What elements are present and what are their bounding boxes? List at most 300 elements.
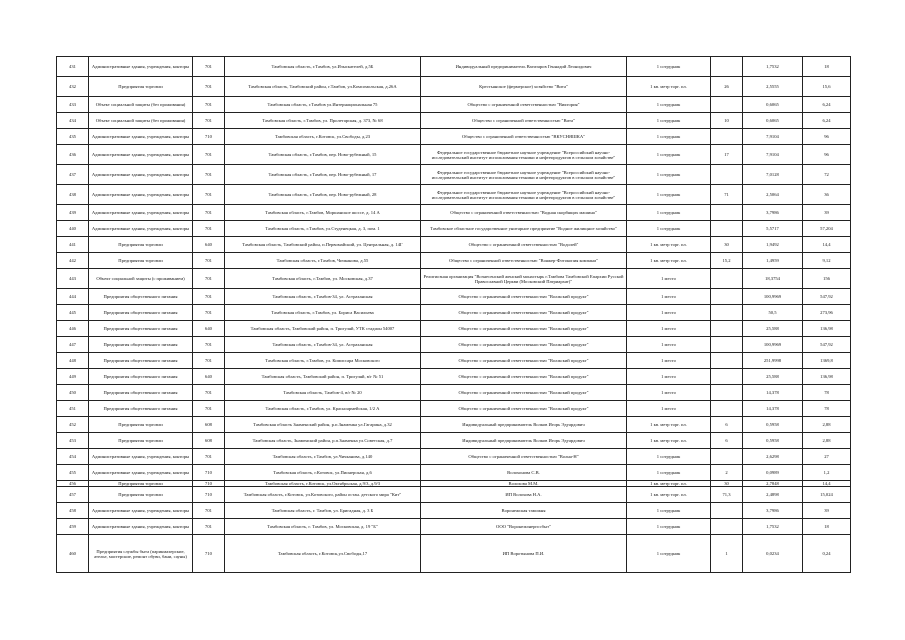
object-type-cell: Предприятия общественного питания [89,305,193,321]
organization-cell: Индивидуальный предприниматель Вагизаров Геннадий Леонидович [421,57,627,77]
object-type-cell: Административные здания, учреждения, конторы [89,465,193,481]
unit-measure-cell: 1 сотрудник [627,503,711,519]
row-number-cell: 435 [57,129,89,145]
norm-value-cell: 25,588 [743,321,803,337]
row-number-cell: 440 [57,221,89,237]
area-value-cell [711,369,743,385]
table-row [57,449,851,465]
organization-cell: Общество с ограниченной ответственностью "Волжский продукт" [421,289,627,305]
address-cell: Тамбовская область, г.Тамбов, ул.Изыскателей, д.5Б [225,57,421,77]
address-cell: Тамбовская область Знаменский район, р.п.Знаменка ул.Гагарина, д.32 [225,417,421,433]
unit-measure-cell: 1 сотрудник [627,57,711,77]
unit-measure-cell: 1 сотрудник [627,535,711,573]
row-number-cell: 459 [57,519,89,535]
organization-cell: Общество с ограниченной ответственностью "Виктория" [421,97,627,113]
address-cell: Тамбовская область, г. Тамбов, ул. Московская, д. 19 "Б" [225,519,421,535]
norm-value-cell: 100,9969 [743,289,803,305]
object-type-cell: Объект социальной защиты (с проживанием) [89,269,193,289]
area-value-cell [711,385,743,401]
table-row [57,269,851,289]
object-type-cell: Объект социальной защиты (без проживания) [89,113,193,129]
unit-measure-cell: 1 место [627,369,711,385]
volume-value-cell: 39 [803,205,851,221]
row-number-cell: 450 [57,385,89,401]
organization-cell: Религиозная организация "Вознесенский женский монастырь г.Тамбова Тамбовской Епархии Русской Православной Церкви (Московский Патриархат)" [421,269,627,289]
norm-value-cell: 0,6065 [743,97,803,113]
row-number-cell: 443 [57,269,89,289]
area-value-cell [711,353,743,369]
table-body [57,57,851,573]
table-row [57,221,851,237]
district-code-cell: 701 [193,353,225,369]
object-type-cell: Предприятия общественного питания [89,401,193,417]
address-cell: Тамбовская область, г.Котовск,ул.Свободы,17 [225,535,421,573]
unit-measure-cell: 1 место [627,269,711,289]
address-cell: Тамбовская область, Тамбовский район, п.Первомайский, ул. Центральная, д. 14Г [225,237,421,253]
area-value-cell [711,337,743,353]
district-code-cell: 701 [193,253,225,269]
table-row [57,503,851,519]
area-value-cell: 71,3 [711,487,743,503]
area-value-cell [711,289,743,305]
address-cell: Тамбовская область, г.Тамбов, пер. Ново-рубежный, 15 [225,145,421,165]
table-row [57,205,851,221]
norm-value-cell: 1,9492 [743,237,803,253]
unit-measure-cell: 1 кв. метр торг. пл. [627,237,711,253]
unit-measure-cell: 1 место [627,401,711,417]
district-code-cell: 710 [193,129,225,145]
table-row [57,97,851,113]
norm-value-cell: 0,6065 [743,113,803,129]
organization-cell: Общество с ограниченной ответственностью "Волна-Н" [421,449,627,465]
district-code-cell: 701 [193,503,225,519]
volume-value-cell: 39 [803,503,851,519]
norm-value-cell: 3,7986 [743,503,803,519]
district-code-cell: 701 [193,185,225,205]
object-type-cell: Предприятия торговли [89,433,193,449]
district-code-cell: 701 [193,449,225,465]
norm-value-cell: 2,5064 [743,185,803,205]
norm-value-cell: 1,7532 [743,519,803,535]
norm-value-cell: 1,7532 [743,57,803,77]
row-number-cell: 438 [57,185,89,205]
address-cell: Тамбовская область, Тамбовский район, п. Тригуляй, УТК стадион 54007 [225,321,421,337]
row-number-cell: 455 [57,465,89,481]
table-row [57,129,851,145]
district-code-cell: 701 [193,269,225,289]
area-value-cell: 30 [711,481,743,487]
area-value-cell [711,503,743,519]
organization-cell: Волохонова С.В. [421,465,627,481]
address-cell: Тамбовская область, Тамбовский район, г.Тамбов, ул.Комсомольская, д.26А [225,77,421,97]
table-row [57,289,851,305]
unit-measure-cell: 1 кв. метр торг. пл. [627,77,711,97]
area-value-cell: 26 [711,77,743,97]
row-number-cell: 436 [57,145,89,165]
object-type-cell: Предприятия общественного питания [89,369,193,385]
norm-value-cell: 1,4959 [743,253,803,269]
table-row [57,77,851,97]
volume-value-cell: 18 [803,57,851,77]
unit-measure-cell: 1 сотрудник [627,205,711,221]
norm-value-cell: 18,3754 [743,269,803,289]
organization-cell: Общество с ограниченной ответственностью "Волжский продукт" [421,305,627,321]
address-cell: Тамбовская область, г.Тамбов-34, ул. Астраханская [225,289,421,305]
volume-value-cell: 136,98 [803,369,851,385]
norm-value-cell: 7,9104 [743,129,803,145]
address-cell: Тамбовская область, г.Тамбов, ул. Красноармейская, 1/2 А [225,401,421,417]
row-number-cell: 442 [57,253,89,269]
row-number-cell: 434 [57,113,89,129]
object-type-cell: Административные здания, учреждения, конторы [89,449,193,465]
area-value-cell: 2 [711,465,743,481]
area-value-cell [711,97,743,113]
row-number-cell: 449 [57,369,89,385]
organization-cell: Общество с ограниченной ответственностью "Волжский продукт" [421,385,627,401]
address-cell: Тамбовская область, г.Тамбов, Чичканова, д.55 [225,253,421,269]
volume-value-cell: 9,12 [803,253,851,269]
document-table-sheet [56,56,850,573]
organization-cell: Общество с ограниченной ответственностью "Волжский продукт" [421,353,627,369]
table-row [57,465,851,481]
address-cell: Тамбовская область, г.Тамбов, пер. Ново-рубежный, 17 [225,165,421,185]
address-cell: Тамбовская область, Знаменский район, р.п.Знаменка ул.Советская, д.7 [225,433,421,449]
address-cell: Тамбовская область, г. Тамбов, ул. Бригадная, д. 3 Б [225,503,421,519]
district-code-cell: 710 [193,481,225,487]
norm-value-cell: 3,7986 [743,205,803,221]
norm-value-cell: 5,5717 [743,221,803,237]
district-code-cell: 701 [193,289,225,305]
object-type-cell: Предприятия торговли [89,487,193,503]
unit-measure-cell: 1 кв. метр торг. пл. [627,433,711,449]
district-code-cell: 701 [193,145,225,165]
unit-measure-cell: 1 место [627,353,711,369]
address-cell: Тамбовская область, г.Тамбов ул.Интернациональная 75 [225,97,421,113]
address-cell: Тамбовская область, г.Тамбов, ул.Студенецкая, д. 3, пом. 1 [225,221,421,237]
district-code-cell: 701 [193,97,225,113]
organization-cell: Федеральное государственное бюджетное научное учреждение "Всероссийский научно-исследовательский институт использования техники и нефтепродуктов в сельском хозяйстве" [421,185,627,205]
district-code-cell: 701 [193,401,225,417]
district-code-cell: 701 [193,221,225,237]
object-type-cell: Предприятия торговли [89,253,193,269]
volume-value-cell: 15,6 [803,77,851,97]
table-row [57,417,851,433]
table-row [57,433,851,449]
district-code-cell: 710 [193,465,225,481]
area-value-cell: 1 [711,535,743,573]
area-value-cell [711,305,743,321]
volume-value-cell: 156 [803,269,851,289]
organization-cell: Воронежская таможня [421,503,627,519]
table-row [57,385,851,401]
volume-value-cell: 2,88 [803,417,851,433]
object-type-cell: Административные здания, учреждения, конторы [89,205,193,221]
district-code-cell: 701 [193,305,225,321]
norm-value-cell: 100,9969 [743,337,803,353]
organization-cell: ИП Волохова Н.А. [421,487,627,503]
address-cell: Тамбовская область, Тамбовский район, п. Тригуляй, в/г № 51 [225,369,421,385]
row-number-cell: 433 [57,97,89,113]
norm-value-cell: 2,7848 [743,481,803,487]
area-value-cell [711,57,743,77]
row-number-cell: 452 [57,417,89,433]
row-number-cell: 454 [57,449,89,465]
unit-measure-cell: 1 сотрудник [627,449,711,465]
organization-cell: Общество с ограниченной ответственностью "Водная скорбящих машина" [421,205,627,221]
unit-measure-cell: 1 сотрудник [627,97,711,113]
area-value-cell [711,129,743,145]
district-code-cell: 701 [193,205,225,221]
volume-value-cell: 273,96 [803,305,851,321]
district-code-cell: 640 [193,321,225,337]
object-type-cell: Объект социальной защиты (без проживания) [89,97,193,113]
district-code-cell: 608 [193,433,225,449]
norm-value-cell: 7,0128 [743,165,803,185]
table-row [57,113,851,129]
waste-norms-table [56,56,851,573]
district-code-cell: 701 [193,57,225,77]
organization-cell: Тамбовское областное государственное унитарное предприятие "Водное жилищное хозяйство" [421,221,627,237]
volume-value-cell: 0,24 [803,535,851,573]
row-number-cell: 447 [57,337,89,353]
district-code-cell: 701 [193,165,225,185]
district-code-cell: 608 [193,417,225,433]
volume-value-cell: 96 [803,129,851,145]
address-cell: Тамбовская область, г.Котовск, ул.Котовского, район остан. детского мира "Кит" [225,487,421,503]
norm-value-cell: 0,5958 [743,417,803,433]
volume-value-cell: 96 [803,145,851,165]
volume-value-cell: 36 [803,185,851,205]
object-type-cell: Предприятия общественного питания [89,337,193,353]
area-value-cell: 6 [711,417,743,433]
table-row [57,185,851,205]
unit-measure-cell: 1 кв. метр торг. пл. [627,417,711,433]
organization-cell: Общество с ограниченной ответственностью "ВКУСНЯШКА" [421,129,627,145]
unit-measure-cell: 1 сотрудник [627,113,711,129]
organization-cell: Общество с ограниченной ответственностью "Волжский продукт" [421,337,627,353]
unit-measure-cell: 1 место [627,337,711,353]
area-value-cell [711,221,743,237]
area-value-cell: 30 [711,237,743,253]
unit-measure-cell: 1 сотрудник [627,465,711,481]
area-value-cell: 17 [711,145,743,165]
volume-value-cell: 57,204 [803,221,851,237]
table-row [57,401,851,417]
area-value-cell [711,165,743,185]
object-type-cell: Предприятия общественного питания [89,321,193,337]
unit-measure-cell: 1 место [627,321,711,337]
object-type-cell: Предприятия торговли [89,417,193,433]
norm-value-cell: 14,378 [743,401,803,417]
area-value-cell [711,519,743,535]
address-cell: Тамбовская область, г.Тамбов, ул. Комиссара Московского [225,353,421,369]
object-type-cell: Предприятия общественного питания [89,385,193,401]
district-code-cell: 701 [193,519,225,535]
object-type-cell: Административные здания, учреждения, конторы [89,129,193,145]
object-type-cell: Административные здания, учреждения, конторы [89,519,193,535]
table-row [57,369,851,385]
district-code-cell: 701 [193,385,225,401]
table-row [57,337,851,353]
unit-measure-cell: 1 кв. метр торг. пл. [627,253,711,269]
district-code-cell: 640 [193,237,225,253]
table-row [57,353,851,369]
row-number-cell: 431 [57,57,89,77]
area-value-cell [711,269,743,289]
table-row [57,519,851,535]
table-row [57,487,851,503]
volume-value-cell: 27 [803,449,851,465]
volume-value-cell: 1,2 [803,465,851,481]
volume-value-cell: 547,92 [803,289,851,305]
address-cell: Тамбовская область, г.Тамбов, ул. Московская, д.37 [225,269,421,289]
address-cell: Тамбовская область, г.Тамбов, ул. Пролетарская, д. 373, № 68 [225,113,421,129]
area-value-cell [711,401,743,417]
organization-cell: ИП Воротынова П.И. [421,535,627,573]
row-number-cell: 441 [57,237,89,253]
unit-measure-cell: 1 место [627,289,711,305]
row-number-cell: 448 [57,353,89,369]
row-number-cell: 457 [57,487,89,503]
unit-measure-cell: 1 сотрудник [627,185,711,205]
district-code-cell: 710 [193,535,225,573]
row-number-cell: 439 [57,205,89,221]
organization-cell: ООО "Воронежэнергосбыт" [421,519,627,535]
address-cell: Тамбовская область, г.Котовск, ул.Пионерская, д.6 [225,465,421,481]
table-row [57,165,851,185]
object-type-cell: Административные здания, учреждения, конторы [89,165,193,185]
address-cell: Тамбовская область, г.Котовск, ул.Октябрьская, д.9/3, д.9/3 [225,481,421,487]
table-row [57,237,851,253]
organization-cell: Индивидуальный предприниматель Волков Игорь Эдуардович [421,433,627,449]
table-row [57,145,851,165]
address-cell: Тамбовская область, г.Тамбов, ул.Чичканова, д.140 [225,449,421,465]
organization-cell: Федеральное государственное бюджетное научное учреждение "Всероссийский научно-исследовательский институт использования техники и нефтепродуктов в сельском хозяйстве" [421,145,627,165]
district-code-cell: 701 [193,337,225,353]
unit-measure-cell: 1 сотрудник [627,221,711,237]
volume-value-cell: 547,92 [803,337,851,353]
volume-value-cell: 6,24 [803,113,851,129]
address-cell: Тамбовская область, г.Котовск, ул.Свободы, д.23 [225,129,421,145]
norm-value-cell: 2,5555 [743,77,803,97]
volume-value-cell: 6,24 [803,97,851,113]
row-number-cell: 451 [57,401,89,417]
row-number-cell: 437 [57,165,89,185]
table-row [57,305,851,321]
object-type-cell: Административные здания, учреждения, конторы [89,145,193,165]
norm-value-cell: 25,588 [743,369,803,385]
norm-value-cell: 50,5 [743,305,803,321]
district-code-cell: 701 [193,77,225,97]
unit-measure-cell: 1 кв. метр торг. пл. [627,481,711,487]
object-type-cell: Административные здания, учреждения, конторы [89,503,193,519]
object-type-cell: Административные здания, учреждения, конторы [89,221,193,237]
address-cell: Тамбовская область, Тамбов-4, в/г № 20 [225,385,421,401]
norm-value-cell: 2,4898 [743,487,803,503]
district-code-cell: 701 [193,113,225,129]
volume-value-cell: 2,88 [803,433,851,449]
norm-value-cell: 0,5958 [743,433,803,449]
norm-value-cell: 251,9998 [743,353,803,369]
volume-value-cell: 14,4 [803,237,851,253]
area-value-cell [711,321,743,337]
organization-cell: Общество с ограниченной ответственностью "Вита" [421,113,627,129]
address-cell: Тамбовская область, г.Тамбов-34, ул. Астраханская [225,337,421,353]
row-number-cell: 453 [57,433,89,449]
volume-value-cell: 14,4 [803,481,851,487]
volume-value-cell: 78 [803,401,851,417]
unit-measure-cell: 1 сотрудник [627,165,711,185]
row-number-cell: 458 [57,503,89,519]
norm-value-cell: 2,6298 [743,449,803,465]
organization-cell: Общество с ограниченной ответственностью "Волжский продукт" [421,401,627,417]
table-row [57,57,851,77]
organization-cell: Федеральное государственное бюджетное научное учреждение "Всероссийский научно-исследовательский институт использования техники и нефтепродуктов в сельском хозяйстве" [421,165,627,185]
row-number-cell: 445 [57,305,89,321]
unit-measure-cell: 1 сотрудник [627,145,711,165]
organization-cell: Волохова М.М. [421,481,627,487]
unit-measure-cell: 1 место [627,305,711,321]
volume-value-cell: 18 [803,519,851,535]
area-value-cell [711,449,743,465]
object-type-cell: Административные здания, учреждения, конторы [89,57,193,77]
area-value-cell: 71 [711,185,743,205]
norm-value-cell: 14,378 [743,385,803,401]
row-number-cell: 432 [57,77,89,97]
object-type-cell: Предприятия торговли [89,77,193,97]
unit-measure-cell: 1 кв. метр торг. пл. [627,487,711,503]
unit-measure-cell: 1 сотрудник [627,519,711,535]
object-type-cell: Административные здания, учреждения, конторы [89,185,193,205]
table-row [57,253,851,269]
district-code-cell: 710 [193,487,225,503]
object-type-cell: Предприятия службы быта (парикмахерские, ателье, мастерские, ремонт обуви, бани, сауны) [89,535,193,573]
organization-cell: Общество с ограниченной ответственностью "Волжский продукт" [421,369,627,385]
organization-cell: Общество с ограниченной ответственностью "Водолей" [421,237,627,253]
organization-cell: Общество с ограниченной ответственностью "Вояжер-Фотокопия компани" [421,253,627,269]
address-cell: Тамбовская область, г.Тамбов, Моршанское шоссе, д. 14 А [225,205,421,221]
row-number-cell: 460 [57,535,89,573]
norm-value-cell: 0,0989 [743,465,803,481]
area-value-cell: 6 [711,433,743,449]
volume-value-cell: 136,98 [803,321,851,337]
row-number-cell: 446 [57,321,89,337]
address-cell: Тамбовская область, г.Тамбов, ул. Бориса Васильева [225,305,421,321]
volume-value-cell: 15,024 [803,487,851,503]
organization-cell: Крестьянское (фермерское) хозяйство "Вита" [421,77,627,97]
row-number-cell: 444 [57,289,89,305]
volume-value-cell: 1369,8 [803,353,851,369]
area-value-cell: 15,2 [711,253,743,269]
object-type-cell: Предприятия общественного питания [89,289,193,305]
organization-cell: Индивидуальный предприниматель Волков Игорь Эдуардович [421,417,627,433]
table-row [57,535,851,573]
norm-value-cell: 0,0234 [743,535,803,573]
area-value-cell: 10 [711,113,743,129]
object-type-cell: Предприятия торговли [89,237,193,253]
volume-value-cell: 78 [803,385,851,401]
table-row [57,321,851,337]
object-type-cell: Предприятия общественного питания [89,353,193,369]
unit-measure-cell: 1 место [627,385,711,401]
organization-cell: Общество с ограниченной ответственностью "Волжский продукт" [421,321,627,337]
norm-value-cell: 7,9104 [743,145,803,165]
area-value-cell [711,205,743,221]
row-number-cell: 456 [57,481,89,487]
unit-measure-cell: 1 сотрудник [627,129,711,145]
district-code-cell: 640 [193,369,225,385]
object-type-cell: Предприятия торговли [89,481,193,487]
